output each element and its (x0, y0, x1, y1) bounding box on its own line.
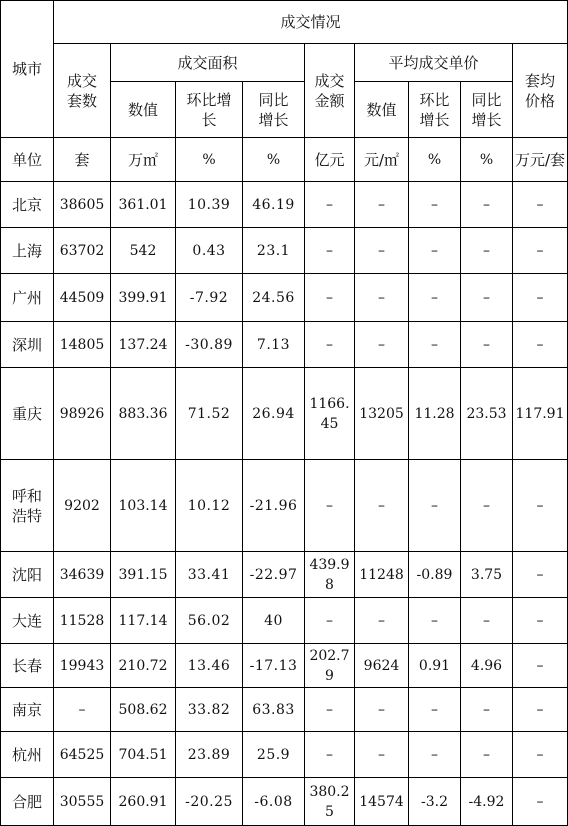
cell-area: 704.51 (111, 732, 176, 778)
cell-units: 11528 (54, 598, 111, 644)
cell-price-mom: 0.91 (409, 644, 461, 688)
table-row (1, 368, 568, 460)
cell-area-yoy: -6.08 (243, 778, 305, 826)
header-transaction-section: 成交情况 (54, 1, 568, 44)
cell-city: 重庆 (1, 368, 54, 460)
cell-unit-price: – (513, 182, 568, 228)
cell-price: – (355, 228, 409, 274)
cell-area-mom: -7.92 (176, 274, 243, 322)
cell-amount: – (305, 688, 355, 732)
cell-area-yoy: 23.1 (243, 228, 305, 274)
cell-city: 大连 (1, 598, 54, 644)
cell-area: 117.14 (111, 598, 176, 644)
cell-area-yoy: 25.9 (243, 732, 305, 778)
cell-area-mom: 33.41 (176, 552, 243, 598)
table-row (1, 274, 568, 322)
header-price-value: 数值 (355, 82, 409, 138)
cell-area-yoy: -22.97 (243, 552, 305, 598)
cell-city: 呼和浩特 (1, 460, 54, 552)
cell-price-yoy: 3.75 (461, 552, 513, 598)
cell-area-mom: 33.82 (176, 688, 243, 732)
cell-amount: – (305, 598, 355, 644)
cell-price-mom: – (409, 460, 461, 552)
cell-units: 64525 (54, 732, 111, 778)
cell-unit-price: – (513, 274, 568, 322)
cell-price-mom: -0.89 (409, 552, 461, 598)
cell-area-mom: -30.89 (176, 322, 243, 368)
cell-price-yoy: – (461, 274, 513, 322)
unit-amount: 亿元 (305, 138, 355, 182)
cell-city: 长春 (1, 644, 54, 688)
cell-price-mom: – (409, 322, 461, 368)
cell-amount: 380.25 (305, 778, 355, 826)
cell-unit-price: – (513, 778, 568, 826)
unit-area-mom: % (176, 138, 243, 182)
cell-amount: – (305, 228, 355, 274)
header-area-mom: 环比增长 (176, 82, 243, 138)
units-row (1, 138, 568, 182)
cell-units: 19943 (54, 644, 111, 688)
unit-area-yoy: % (243, 138, 305, 182)
cell-city: 广州 (1, 274, 54, 322)
cell-price-yoy: 4.96 (461, 644, 513, 688)
cell-area: 391.15 (111, 552, 176, 598)
cell-area-yoy: -21.96 (243, 460, 305, 552)
data-rows (1, 182, 568, 826)
table-row (1, 552, 568, 598)
cell-price-yoy: – (461, 460, 513, 552)
cell-area-yoy: 46.19 (243, 182, 305, 228)
unit-price-yoy: % (461, 138, 513, 182)
cell-price: 11248 (355, 552, 409, 598)
table-row (1, 688, 568, 732)
cell-unit-price: – (513, 732, 568, 778)
cell-area: 210.72 (111, 644, 176, 688)
cell-area-yoy: 26.94 (243, 368, 305, 460)
cell-city: 深圳 (1, 322, 54, 368)
cell-area: 103.14 (111, 460, 176, 552)
cell-city: 上海 (1, 228, 54, 274)
cell-amount: 1166.45 (305, 368, 355, 460)
cell-unit-price: – (513, 228, 568, 274)
cell-area-mom: 56.02 (176, 598, 243, 644)
cell-price: 9624 (355, 644, 409, 688)
cell-price-mom: – (409, 598, 461, 644)
cell-amount: 439.98 (305, 552, 355, 598)
cell-city: 合肥 (1, 778, 54, 826)
cell-price-yoy: – (461, 732, 513, 778)
cell-price-yoy: – (461, 182, 513, 228)
header-units-count: 成交套数 (54, 44, 111, 138)
cell-city: 沈阳 (1, 552, 54, 598)
cell-area: 542 (111, 228, 176, 274)
cell-price: – (355, 274, 409, 322)
table-row (1, 598, 568, 644)
table-row (1, 228, 568, 274)
cell-city: 杭州 (1, 732, 54, 778)
cell-area: 137.24 (111, 322, 176, 368)
cell-amount: – (305, 322, 355, 368)
table-row (1, 644, 568, 688)
cell-area-yoy: 7.13 (243, 322, 305, 368)
cell-price: – (355, 322, 409, 368)
cell-price: – (355, 732, 409, 778)
cell-area-yoy: 63.83 (243, 688, 305, 732)
cell-area: 361.01 (111, 182, 176, 228)
cell-unit-price: – (513, 598, 568, 644)
cell-area-yoy: 24.56 (243, 274, 305, 322)
cell-unit-price: – (513, 644, 568, 688)
cell-area: 399.91 (111, 274, 176, 322)
header-area-value: 数值 (111, 82, 176, 138)
table-row (1, 182, 568, 228)
cell-unit-price: – (513, 688, 568, 732)
cell-area-mom: 71.52 (176, 368, 243, 460)
header-price-mom: 环比增长 (409, 82, 461, 138)
cell-price-mom: – (409, 732, 461, 778)
header-city: 城市 (1, 1, 54, 138)
unit-unit-price: 万元/套 (513, 138, 568, 182)
cell-units: 44509 (54, 274, 111, 322)
cell-price: – (355, 688, 409, 732)
cell-price-mom: – (409, 228, 461, 274)
cell-price-yoy: – (461, 688, 513, 732)
header-area-group: 成交面积 (111, 44, 305, 82)
header-price-yoy: 同比增长 (461, 82, 513, 138)
cell-amount: – (305, 460, 355, 552)
cell-area-mom: 10.39 (176, 182, 243, 228)
table-row (1, 460, 568, 552)
cell-units: – (54, 688, 111, 732)
cell-price-mom: – (409, 274, 461, 322)
cell-price-mom: – (409, 182, 461, 228)
cell-price: – (355, 460, 409, 552)
cell-units: 98926 (54, 368, 111, 460)
cell-price: – (355, 182, 409, 228)
table-row (1, 322, 568, 368)
cell-area-mom: 23.89 (176, 732, 243, 778)
cell-area: 508.62 (111, 688, 176, 732)
header-area-yoy: 同比增长 (243, 82, 305, 138)
cell-price-yoy: -4.92 (461, 778, 513, 826)
header-price-group: 平均成交单价 (355, 44, 513, 82)
cell-amount: – (305, 274, 355, 322)
cell-city: 南京 (1, 688, 54, 732)
unit-units: 套 (54, 138, 111, 182)
cell-area-mom: -20.25 (176, 778, 243, 826)
cell-area: 260.91 (111, 778, 176, 826)
cell-unit-price: – (513, 552, 568, 598)
cell-price-mom: 11.28 (409, 368, 461, 460)
cell-price-yoy: 23.53 (461, 368, 513, 460)
cell-amount: – (305, 182, 355, 228)
cell-units: 34639 (54, 552, 111, 598)
cell-area-mom: 0.43 (176, 228, 243, 274)
header-avg-unit-price: 套均价格 (513, 44, 568, 138)
cell-unit-price: 117.91 (513, 368, 568, 460)
cell-unit-price: – (513, 460, 568, 552)
cell-price: – (355, 598, 409, 644)
cell-units: 63702 (54, 228, 111, 274)
unit-price-mom: % (409, 138, 461, 182)
cell-area-mom: 10.12 (176, 460, 243, 552)
cell-price-yoy: – (461, 598, 513, 644)
cell-units: 38605 (54, 182, 111, 228)
cell-price: 14574 (355, 778, 409, 826)
cell-amount: – (305, 732, 355, 778)
unit-area: 万㎡ (111, 138, 176, 182)
cell-units: 14805 (54, 322, 111, 368)
cell-city: 北京 (1, 182, 54, 228)
cell-area-yoy: 40 (243, 598, 305, 644)
cell-price-mom: -3.2 (409, 778, 461, 826)
cell-unit-price: – (513, 322, 568, 368)
cell-price-yoy: – (461, 228, 513, 274)
units-row-label: 单位 (1, 138, 54, 182)
cell-area-yoy: -17.13 (243, 644, 305, 688)
cell-units: 9202 (54, 460, 111, 552)
cell-price-mom: – (409, 688, 461, 732)
cell-amount: 202.79 (305, 644, 355, 688)
cell-units: 30555 (54, 778, 111, 826)
cell-area-mom: 13.46 (176, 644, 243, 688)
cell-price: 13205 (355, 368, 409, 460)
cell-price-yoy: – (461, 322, 513, 368)
header-amount: 成交金额 (305, 44, 355, 138)
table-row (1, 732, 568, 778)
table-row (1, 778, 568, 826)
cell-area: 883.36 (111, 368, 176, 460)
unit-price: 元/㎡ (355, 138, 409, 182)
